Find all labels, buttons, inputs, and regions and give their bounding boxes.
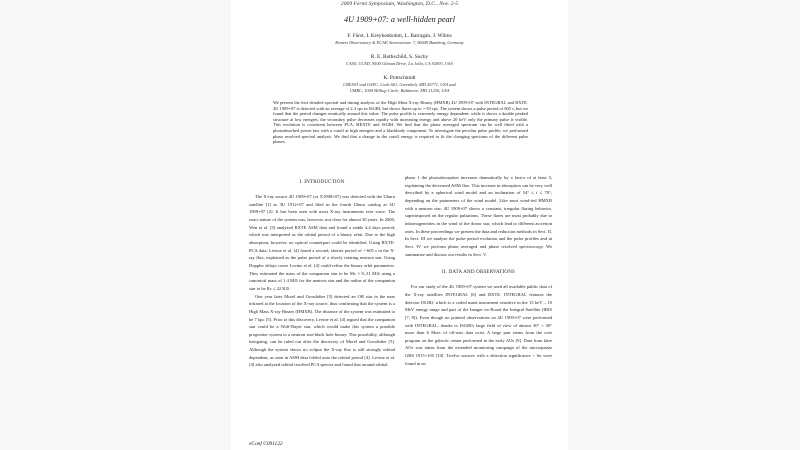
- affiliation-1: Remeis Observatory & ECAP, Sternwartstr. 7, 96049 Bamberg, Germany: [335, 40, 464, 45]
- data-paragraph-1: For our study of the 4U 1909+07 system we used all available public data of the X-ray satellites INTEGRAL [6] and RXTE. INTEGRAL features the detector ISGRI, which is a coded mask instrument sensitive in the 15 keV – 10 MeV energy range and part of the Imager on Board the Integral Satellite (IBIS [7, 8]). Even though no pointed observations on 4U 1909+07 were performed with INTEGRAL, thanks to ISGRI's large field of view of almost 30° × 30° more than 6 Msec of off-axis data exist. A large part stems from the core program on the galactic center performed in the early AOs [9]. Data from later AOs was taken from the extended monitoring campaign of the microquasar GRS 1915+105 [10]. Twelve sources with a detection significance > 6σ were found in an: [405, 284, 552, 366]
- data-heading: II. DATA AND OBSERVATIONS: [441, 270, 515, 276]
- right-column: [405, 174, 552, 367]
- paper-page: [231, 0, 568, 450]
- left-margin: [0, 0, 231, 450]
- intro-paragraph-3: phase 1 the photoabsorption increases dramatically by a factor of at least 3, explaining the decreased ASM flux. This increase in absorption can be very well described by a spherical wind model and an inclination of 54° ≤ i ≤ 70°, depending on the parameters of the wind model. Like most wind-fed HMXB with a neutron star, 4U 1909+07 shows a constant, irregular flaring behavior, superimposed on the regular pulsations. These flares are most probably due to inhomogeneities in the wind of the donor star, which lead to different accretion rates. In these proceedings we present the data and reduction methods in Sect. II. In Sect. III we analyze the pulse period evolution and the pulse profiles and in Sect. IV we perform phase averaged and phase resolved spectroscopy. We summarize and discuss our results in Sect. V.: [405, 175, 552, 257]
- right-margin: [568, 0, 800, 450]
- intro-heading: I. INTRODUCTION: [299, 180, 345, 185]
- left-column: [249, 180, 395, 369]
- intro-paragraph-2: One year later Morel and Grosdidier [5] detected an OB star in the near infrared at the location of the X-ray source, thus confirming that the system is a High Mass X-ray Binary (HMXB). The distance of the system was estimated to be 7 kpc [5]. Prior to this discovery, Levine et al. [4] argued that the companion star could be a Wolf-Rayet star, which would make this system a possible progenitor system to a neutron star-black hole binary. This possibility, although intriguing, can be ruled out after the discovery of Morel and Grosdidier [5]. Although the system shows no eclipse the X-ray flux is still strongly orbital dependent, as seen in ASM data folded onto the orbital period [4]. Levine et al. [4] also analyzed orbital resolved PCA spectra and found that around orbital: [249, 293, 395, 368]
- author-list-1: F. Fürst, I. Kreykenbohm, L. Barragán, J. Wilms: [347, 33, 452, 39]
- abstract: We present the first detailed spectral and timing analysis of the High Mass X-ray Binary (HMXB) 4U 1909+07 with INTEGRAL and RXTE. 4U 1909+07 is detected with an average of 2.4 cps in ISGRI, but shows flares up to ∼50 cps. The system shows a pulse period of 605 s, but we found that the period changes erratically around this value. The pulse profile is extremely energy dependent: while it shows a double peaked structure at low energies, the secondary pulse decreases rapidly with increasing energy and above 20 keV only the primary pulse is visible. This evolution is consistent between PCA, HEXTE and ISGRI. We find that the phase averaged spectrum can be well fitted with a photoabsorbed power law with a cutoff at high energies and a blackbody component. To investigate the peculiar pulse profile, we performed phase resolved spectral analysis. We find that a change in the cutoff energy is required to fit the changing spectrum of the different pulse phases.: [273, 100, 528, 145]
- affiliation-3a: CRESST and GSFC, Code 661, Greenbelt, MD 20771, USA and: [343, 82, 456, 87]
- paper-title: 4U 1909+07: a well-hidden pearl: [343, 15, 456, 24]
- running-head: 2009 Fermi Symposium, Washington, D.C., Nov. 2-5: [340, 1, 459, 7]
- affiliation-2: CASS, UCSD, 9500 Gilman Drive, La Jolla, CA 92093, USA: [346, 61, 453, 66]
- page-footer: eConf C091122: [249, 441, 283, 447]
- affiliation-3b: UMBC, 1000 Hilltop Circle, Baltimore, MD 21250, USA: [349, 88, 450, 93]
- intro-paragraph-1: The X-ray source 4U 1909+07 (or X1908+07) was detected with the Uhuru satellite [1] as 3U 1912+07 and filed in the fourth Uhuru catalog as 4U 1909+07 [2]. It has been seen with most X-ray instruments ever since. The exact nature of the system was, however, not clear for almost 30 years. In 2000, Wen et al. [3] analyzed RXTE ASM data and found a stable 4.4 days period, which was interpreted as the orbital period of a binary orbit. Due to the high absorption, however, no optical counterpart could be identified. Using RXTE-PCA data, Levine et al. [4] found a second, shorter period of ∼605 s in the X-ray flux, explained as the pulse period of a slowly rotating neutron star. Using Doppler delays curve Levine et al. [4] could refine the binary orbit parameters. They estimated the mass of the companion star to be Mc ≈ 9–31 M⊙ using a canonical mass of 1.4 M⊙ for the neutron star and the radius of the companion star to be Rc ≤ 22 R⊙.: [249, 194, 395, 291]
- author-list-2: R. E. Rothschild, S. Suchy: [370, 54, 429, 60]
- author-list-3: K. Pottschmidt: [383, 75, 416, 81]
